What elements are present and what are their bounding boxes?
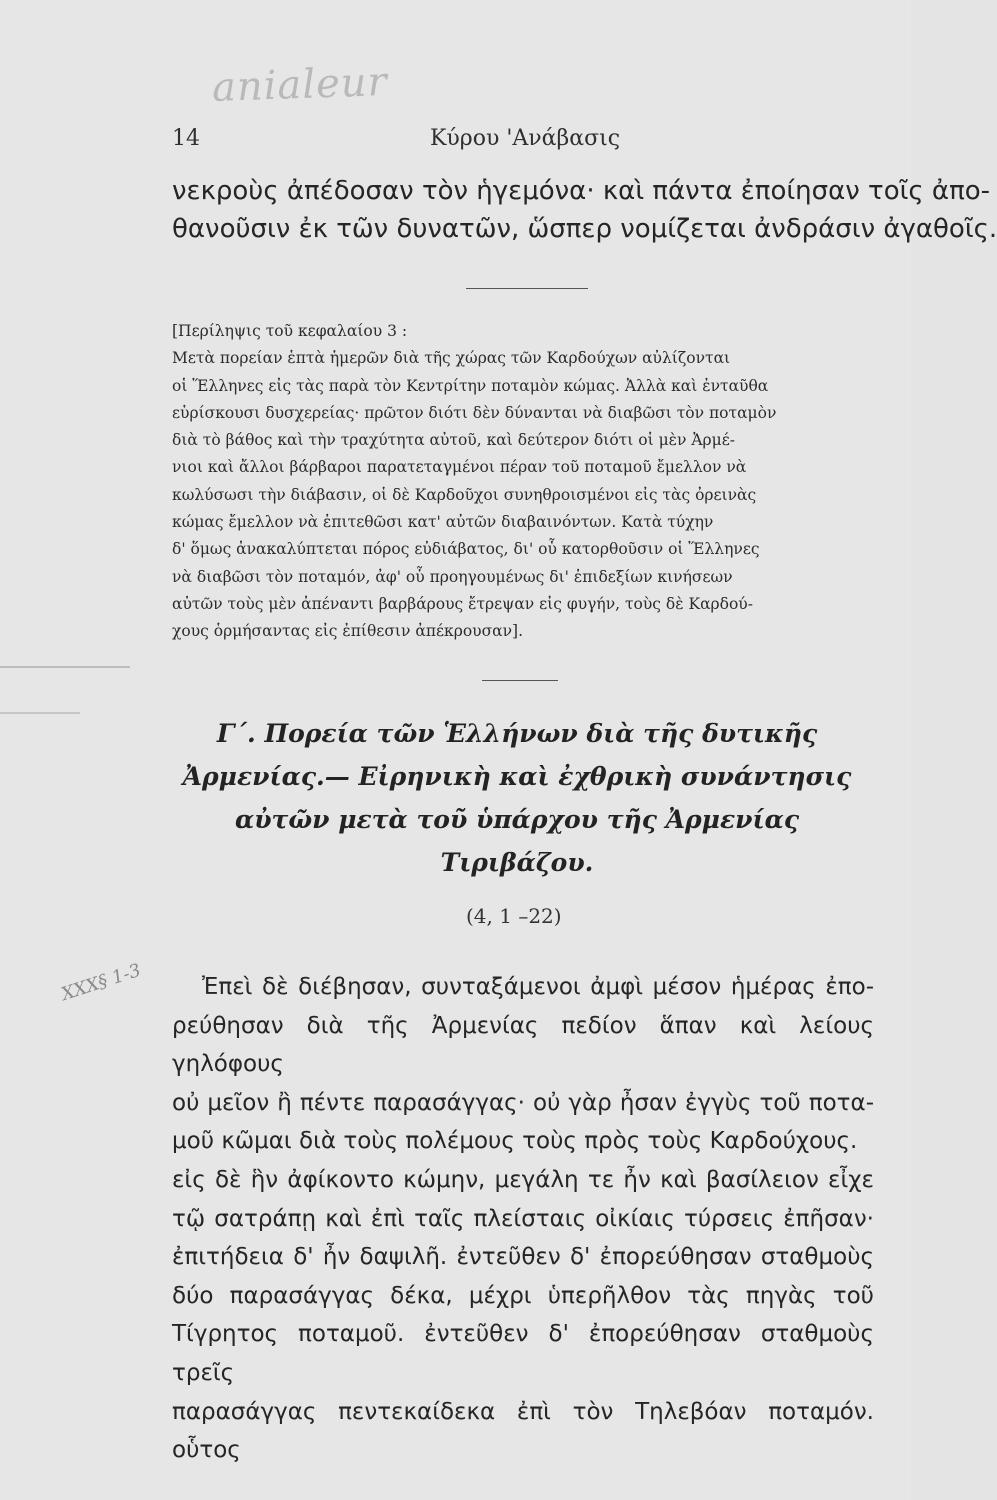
body-line: Ἐπεὶ δὲ διέβησαν, συνταξάμενοι ἀμφὶ μέσον ἡμέρας ἐπο- [202, 974, 874, 1000]
summary-line: [Περίληψις τοῦ κεφαλαίου 3 : [172, 322, 408, 340]
summary-line: Μετὰ πορείαν ἑπτὰ ἡμερῶν διὰ τῆς χώρας τῶν Καρδούχων αὐλίζονται [172, 349, 731, 368]
text-line: νεκροὺς ἀπέδοσαν τὸν ἡγεμόνα· καὶ πάντα ἐποίησαν τοῖς ἀπο- [172, 176, 991, 206]
margin-smudge [0, 712, 80, 714]
body-line: εἰς δὲ ἣν ἀφίκοντο κώμην, μεγάλη τε ἦν καὶ βασίλειον εἶχε [172, 1166, 874, 1193]
body-line: τῷ σατράπῃ καὶ ἐπὶ ταῖς πλείσταις οἰκίαις τύρσεις ἐπῆσαν· [172, 1205, 874, 1232]
page-number: 14 [172, 126, 200, 151]
summary-line: νιοι καὶ ἄλλοι βάρβαροι παρατεταγμένοι πέραν τοῦ ποταμοῦ ἔμελλον νὰ [172, 458, 747, 477]
summary-line: κωλύσωσι τὴν διάβασιν, οἱ δὲ Καρδοῦχοι συνηθροισμένοι εἰς τὰς ὀρεινὰς [172, 485, 757, 504]
summary-line: αὐτῶν τοὺς μὲν ἀπέναντι βαρβάρους ἔτρεψαν εἰς φυγήν, τοὺς δὲ Καρδού- [172, 594, 753, 613]
body-line: παρασάγγας πεντεκαίδεκα ἐπὶ τὸν Τηλεβόαν ποταμόν. οὗτος [172, 1398, 874, 1464]
summary-line: κώμας ἔμελλον νὰ ἐπιτεθῶσι κατ' αὐτῶν διαβαινόντων. Κατὰ τύχην [172, 513, 714, 532]
text-line: θανοῦσιν ἐκ τῶν δυνατῶν, ὥσπερ νομίζεται ἀνδράσιν ἀγαθοῖς. [172, 214, 997, 244]
body-line: μοῦ κῶμαι διὰ τοὺς πολέμους τοὺς πρὸς τοὺς Καρδούχους. [172, 1128, 858, 1155]
running-head: Κύρου 'Ανάβασις [430, 126, 621, 151]
body-text [172, 968, 874, 1470]
section-reference: (4, 1 –22) [466, 904, 562, 928]
summary-line: εὑρίσκουσι δυσχερείας· πρῶτον διότι δὲν δύνανται νὰ διαβῶσι τὸν ποταμὸν [172, 403, 777, 422]
section-divider [482, 680, 558, 681]
body-line: ρεύθησαν διὰ τῆς Ἀρμενίας πεδίον ἅπαν καὶ λείους γηλόφους [172, 1012, 874, 1078]
summary-line: χους ὁρμήσαντας εἰς ἐπίθεσιν ἀπέκρουσαν]. [172, 622, 524, 641]
summary-line: δ' ὅμως ἀνακαλύπτεται πόρος εὐδιάβατος, δι' οὗ κατορθοῦσιν οἱ Ἕλληνες [172, 540, 760, 559]
heading-line: Τιριβάζου. [440, 848, 594, 877]
margin-smudge [0, 666, 130, 668]
top-paragraph [172, 172, 997, 248]
heading-line: αὐτῶν μετὰ τοῦ ὑπάρχου τῆς Ἀρμενίας [234, 805, 800, 834]
summary-line: διὰ τὸ βάθος καὶ τὴν τραχύτητα αὐτοῦ, καὶ δεύτερον διότι οἱ μὲν Ἀρμέ- [172, 431, 735, 450]
marginal-note: ΧΧΧ§ 1-3 [58, 959, 144, 1006]
section-divider [466, 288, 588, 289]
body-line: δύο παρασάγγας δέκα, μέχρι ὑπερῆλθον τὰς πηγὰς τοῦ [172, 1282, 874, 1309]
handwritten-annotation: anialeur [211, 58, 389, 112]
summary-line: οἱ Ἕλληνες εἰς τὰς παρὰ τὸν Κεντρίτην ποταμὸν κώμας. Ἀλλὰ καὶ ἐνταῦθα [172, 376, 769, 395]
body-line: ἐπιτήδεια δ' ἦν δαψιλῆ. ἐντεῦθεν δ' ἐπορεύθησαν σταθμοὺς [172, 1244, 874, 1271]
heading-line: Γ΄. Πορεία τῶν Ἑλλήνων διὰ τῆς δυτικῆς [216, 719, 818, 748]
section-heading [182, 712, 852, 884]
body-line: Τίγρητος ποταμοῦ. ἐντεῦθεν δ' ἐπορεύθησαν σταθμοὺς τρεῖς [172, 1321, 874, 1386]
heading-line: Ἀρμενίας.— Εἰρηνικὴ καὶ ἐχθρικὴ συνάντησις [182, 762, 852, 791]
summary-line: νὰ διαβῶσι τὸν ποταμόν, ἀφ' οὗ προηγουμένως δι' ἐπιδεξίων κινήσεων [172, 567, 733, 586]
chapter-summary [172, 318, 874, 646]
body-line: οὐ μεῖον ἢ πέντε παρασάγγας· οὐ γὰρ ἦσαν ἐγγὺς τοῦ ποτα- [172, 1089, 874, 1116]
